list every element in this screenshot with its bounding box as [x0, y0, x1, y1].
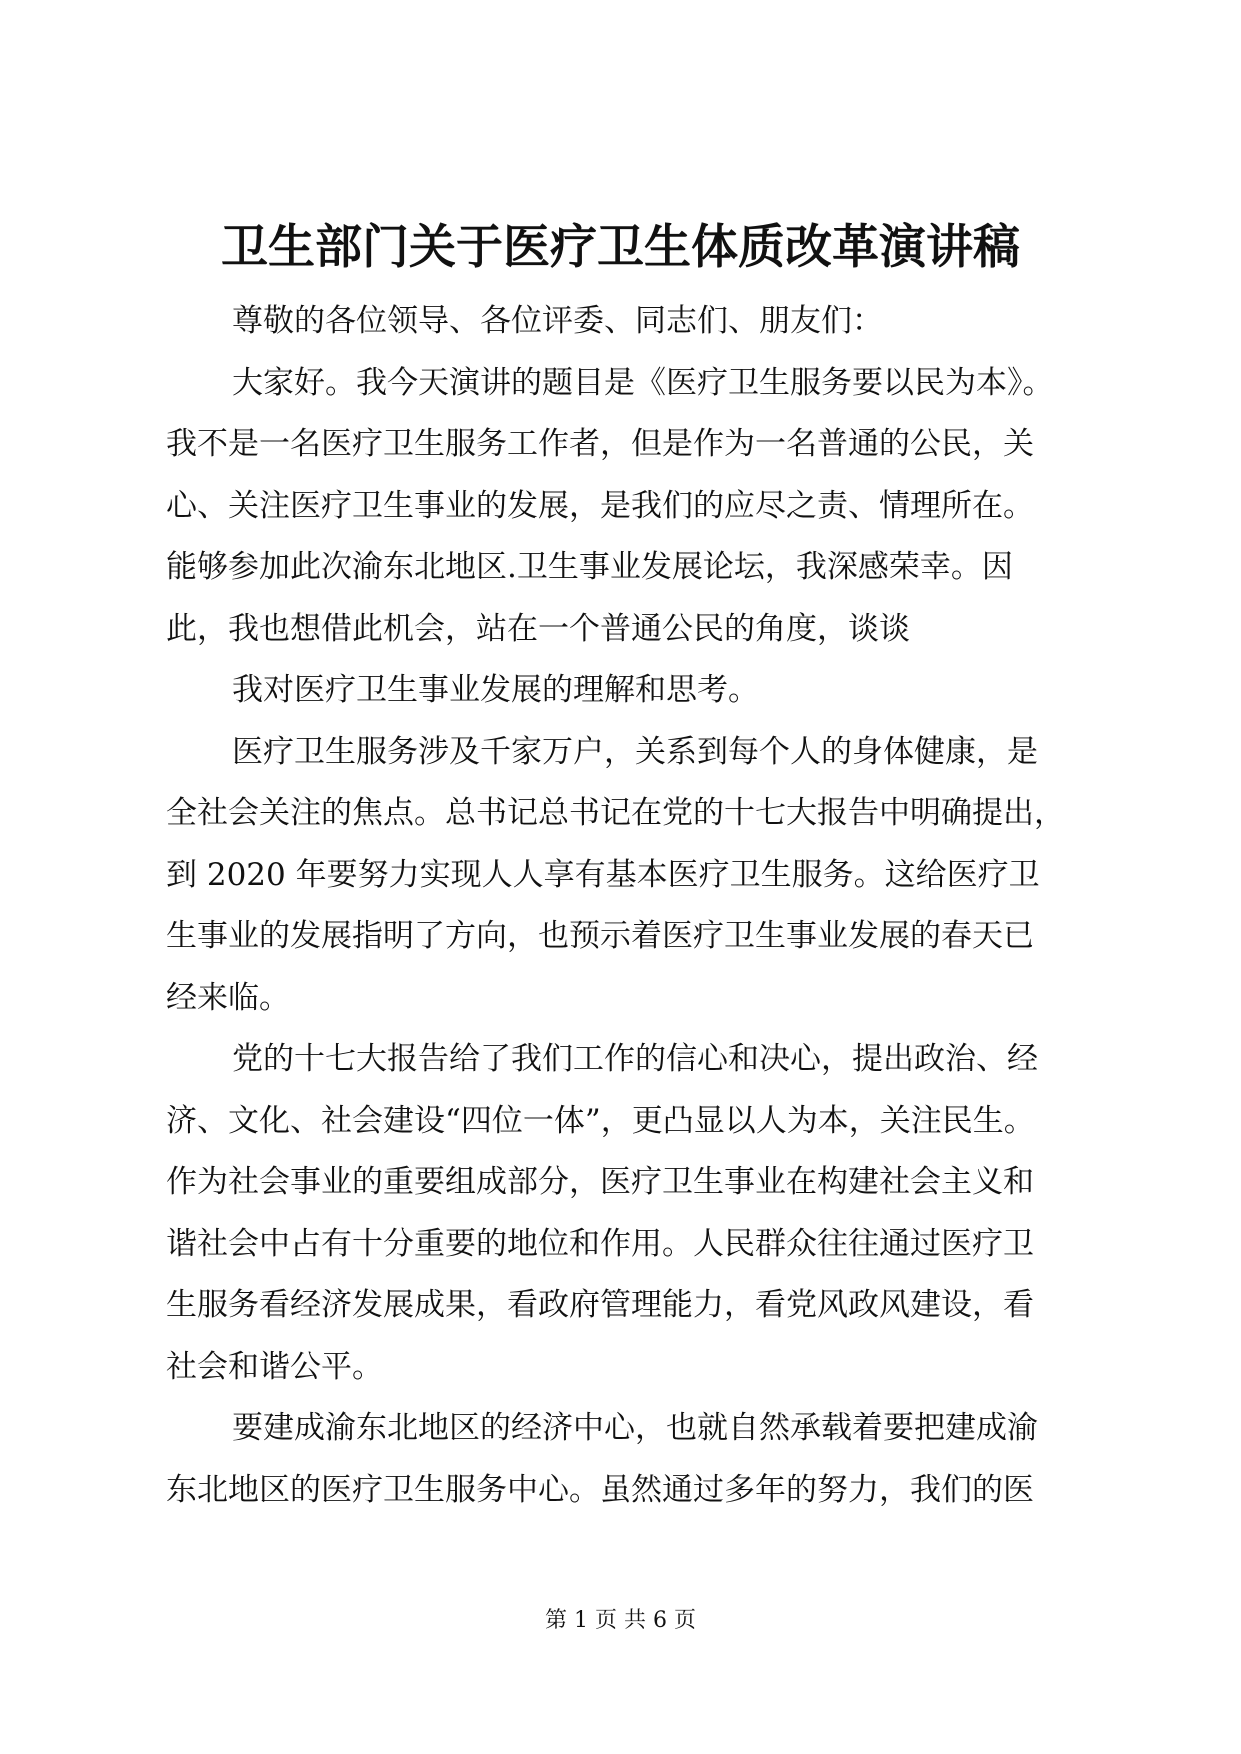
body-line: 社会和谐公平。: [166, 1348, 383, 1385]
body-line: 生服务看经济发展成果，看政府管理能力，看党风政风建设，看: [166, 1287, 1034, 1323]
body-line: 尊敬的各位领导、各位评委、同志们、朋友们：: [232, 303, 883, 339]
body-line: 生事业的发展指明了方向，也预示着医疗卫生事业发展的春天已: [166, 918, 1034, 954]
page-footer: [0, 1606, 1241, 1636]
body-line: 作为社会事业的重要组成部分，医疗卫生事业在构建社会主义和: [166, 1164, 1034, 1200]
body-line: 全社会关注的焦点。总书记总书记在党的十七大报告中明确提出，: [166, 795, 1065, 831]
body-line: 我对医疗卫生事业发展的理解和思考。: [232, 672, 759, 708]
document-body: [166, 291, 1076, 1521]
document-title: 卫生部门关于医疗卫生体质改革演讲稿: [221, 220, 1020, 275]
body-line: 大家好。我今天演讲的题目是《医疗卫生服务要以民为本》。: [232, 364, 1054, 401]
body-line: 党的十七大报告给了我们工作的信心和决心，提出政治、经: [232, 1041, 1038, 1077]
body-line: 医疗卫生服务涉及千家万户，关系到每个人的身体健康，是: [232, 733, 1038, 770]
body-line: 此，我也想借此机会，站在一个普通公民的角度，谈谈: [166, 610, 910, 647]
body-line: 能够参加此次渝东北地区.卫生事业发展论坛，我深感荣幸。因: [166, 549, 1013, 585]
page-indicator: 第 1 页 共 6 页: [545, 1608, 696, 1633]
body-line: 经来临。: [166, 979, 290, 1016]
body-line: 到 2020 年要努力实现人人享有基本医疗卫生服务。这给医疗卫: [166, 856, 1040, 893]
body-line: 我不是一名医疗卫生服务工作者，但是作为一名普通的公民，关: [166, 426, 1034, 462]
body-line: 济、文化、社会建设“四位一体”，更凸显以人为本，关注民生。: [166, 1102, 1035, 1139]
body-line: 东北地区的医疗卫生服务中心。虽然通过多年的努力，我们的医: [166, 1471, 1034, 1508]
body-line: 心、关注医疗卫生事业的发展，是我们的应尽之责、情理所在。: [166, 487, 1034, 524]
body-line: 谐社会中占有十分重要的地位和作用。人民群众往往通过医疗卫: [166, 1225, 1034, 1262]
body-line: 要建成渝东北地区的经济中心，也就自然承载着要把建成渝: [232, 1410, 1038, 1446]
